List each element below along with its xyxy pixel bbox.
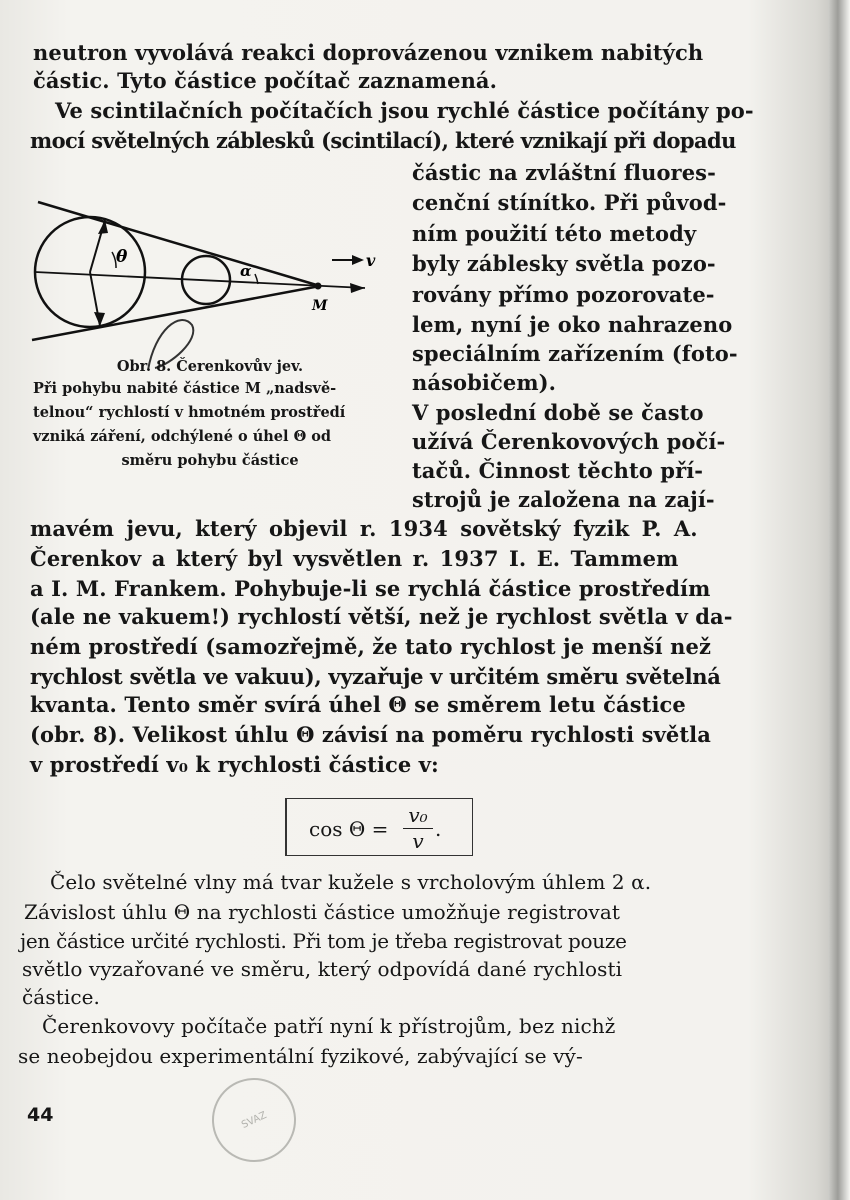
text-line: byly záblesky světla pozo- bbox=[412, 251, 716, 276]
text-line: se neobejdou experimentální fyzikové, zabývající se vý- bbox=[18, 1044, 583, 1068]
text-line: Čerenkov a který byl vysvětlen r. 1937 I. E. Tammem bbox=[30, 546, 679, 571]
text-line: užívá Čerenkovových počí- bbox=[412, 429, 726, 454]
alpha-label: α bbox=[240, 262, 252, 280]
cone-lower-line bbox=[32, 286, 320, 340]
cerenkov-diagram bbox=[20, 180, 410, 380]
text-line: cenční stínítko. Při původ- bbox=[412, 190, 727, 215]
text-line: V poslední době se často bbox=[412, 400, 704, 425]
theta-label: θ bbox=[116, 247, 128, 267]
text-line: (obr. 8). Velikost úhlu Θ závisí na poměru rychlosti světla bbox=[30, 722, 711, 747]
text-line: a I. M. Frankem. Pohybuje-li se rychlá částice prostředím bbox=[30, 576, 711, 601]
velocity-label: v bbox=[366, 251, 376, 270]
text-line: speciálním zařízením (foto- bbox=[412, 341, 738, 366]
text-line: Ve scintilačních počítačích jsou rychlé částice počítány po- bbox=[55, 98, 754, 123]
text-line: násobičem). bbox=[412, 370, 557, 395]
text-line: Čelo světelné vlny má tvar kužele s vrcholovým úhlem 2 α. bbox=[50, 870, 652, 894]
text-line: částic. Tyto částice počítač zaznamená. bbox=[33, 68, 498, 93]
page-number: 44 bbox=[27, 1104, 54, 1126]
text-line: mavém jevu, který objevil r. 1934 sovětský fyzik P. A. bbox=[30, 516, 698, 541]
text-line: v prostředí v₀ k rychlosti částice v: bbox=[30, 752, 439, 777]
equation-box bbox=[285, 798, 473, 856]
text-line: strojů je založena na zají- bbox=[412, 487, 715, 512]
equation-numerator: v₀ bbox=[403, 803, 433, 829]
text-line: rychlost světla ve vakuu), vyzařuje v určitém směru světelná bbox=[30, 664, 721, 689]
equation-denominator: v bbox=[412, 829, 424, 853]
equation-lhs: cos Θ = bbox=[309, 817, 389, 841]
text-line: jen částice určité rychlosti. Při tom je třeba registrovat pouze bbox=[20, 929, 627, 953]
equation-fraction bbox=[403, 803, 433, 853]
text-line: ném prostředí (samozřejmě, že tato rychlost je menší než bbox=[30, 634, 712, 659]
text-line: lem, nyní je oko nahrazeno bbox=[412, 312, 733, 337]
book-spine-shadow bbox=[828, 0, 850, 1200]
axis-arrowhead bbox=[350, 283, 365, 293]
text-line: tačů. Činnost těchto pří- bbox=[412, 458, 704, 483]
equation-period: . bbox=[435, 817, 442, 841]
figure-caption-line: Při pohybu nabité částice M „nadsvě- bbox=[33, 380, 337, 397]
text-line: Čerenkovovy počítače patří nyní k přístrojům, bez nichž bbox=[42, 1014, 616, 1038]
figure-caption-title: Obr. 8. Čerenkovův jev. bbox=[116, 358, 304, 375]
stamp-text: SVAZ bbox=[239, 1109, 269, 1131]
figure-caption-line: vzniká záření, odchýlené o úhel Θ od bbox=[33, 428, 332, 445]
figure-caption-line: telnou“ rychlostí v hmotném prostředí bbox=[33, 404, 346, 421]
text-line: kvanta. Tento směr svírá úhel Θ se směrem letu částice bbox=[30, 692, 686, 717]
velocity-arrowhead bbox=[352, 255, 364, 265]
particle-m-dot bbox=[315, 283, 322, 290]
text-line: rovány přímo pozorovate- bbox=[412, 282, 715, 307]
text-line: mocí světelných záblesků (scintilací), které vznikají při dopadu bbox=[30, 128, 736, 153]
text-line: částice. bbox=[22, 985, 101, 1009]
text-line: neutron vyvolává reakci doprovázenou vznikem nabitých bbox=[33, 40, 704, 65]
figure-caption-line: směru pohybu částice bbox=[121, 452, 299, 469]
text-line: (ale ne vakuem!) rychlostí větší, než je rychlost světla v da- bbox=[30, 604, 733, 629]
ray-arrowhead-lower bbox=[94, 312, 105, 326]
text-line: ním použití této metody bbox=[412, 221, 697, 246]
particle-label: M bbox=[312, 298, 328, 314]
text-line: světlo vyzařované ve směru, který odpovídá dané rychlosti bbox=[22, 957, 623, 981]
text-line: Závislost úhlu Θ na rychlosti částice umožňuje registrovat bbox=[24, 900, 620, 924]
text-line: částic na zvláštní fluores- bbox=[412, 160, 716, 185]
